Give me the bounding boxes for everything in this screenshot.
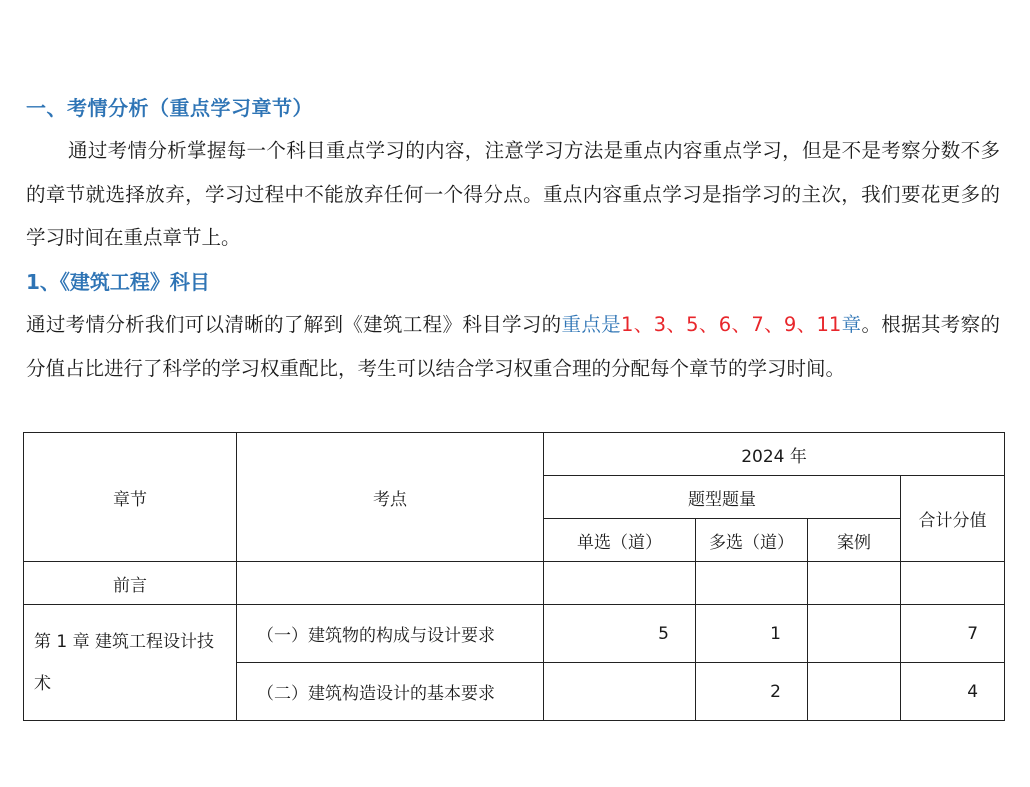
single-cell [544,663,696,721]
table-header-row [24,433,1005,476]
score-distribution-table [23,432,1005,721]
chapter-cell: 前言 [24,562,237,605]
header-single: 单选（道） [544,519,696,562]
point-cell [237,562,544,605]
header-question-types: 题型题量 [544,476,901,519]
total-cell [901,562,1005,605]
multi-cell [696,562,808,605]
key-chapters-label: 重点是 [561,313,622,336]
header-total: 合计分值 [901,476,1005,562]
section-paragraph: 通过考情分析掌握每一个科目重点学习的内容，注意学习方法是重点内容重点学习，但是不是考察分数不多的章节就选择放弃，学习过程中不能放弃任何一个得分点。重点内容重点学习是指学习的主次，我们要花更多的学习时间在重点章节上。 [26,139,1000,249]
header-case: 案例 [808,519,901,562]
total-cell: 7 [901,605,1005,663]
multi-cell: 1 [696,605,808,663]
subject-paragraph [26,303,1000,390]
subject-paragraph-prefix: 通过考情分析我们可以清晰的了解到《建筑工程》科目学习的 [26,313,562,336]
single-cell: 5 [544,605,696,663]
case-cell [808,605,901,663]
header-chapter: 章节 [24,433,237,562]
table-row [24,605,1005,663]
subject-paragraph-suffix: 。根据其考察的分值占比进行了科学的学习权重配比，考生可以结合学习权重合理的分配每个章节的学习时间。 [26,313,1000,380]
table-row [24,562,1005,605]
header-point: 考点 [237,433,544,562]
single-cell [544,562,696,605]
point-cell: （一）建筑物的构成与设计要求 [237,605,544,663]
key-chapters-suffix: 章 [841,313,862,336]
case-cell [808,562,901,605]
total-cell: 4 [901,663,1005,721]
point-cell: （二）建筑构造设计的基本要求 [237,663,544,721]
header-year: 2024 年 [544,433,1005,476]
section-heading: 一、考情分析（重点学习章节） [26,96,313,120]
header-multi: 多选（道） [696,519,808,562]
chapter-cell: 第 1 章 建筑工程设计技术 [24,605,237,721]
key-chapters-list: 1、3、5、6、7、9、11 [621,313,842,336]
case-cell [808,663,901,721]
subject-heading: 1、《建筑工程》科目 [26,270,210,294]
multi-cell: 2 [696,663,808,721]
